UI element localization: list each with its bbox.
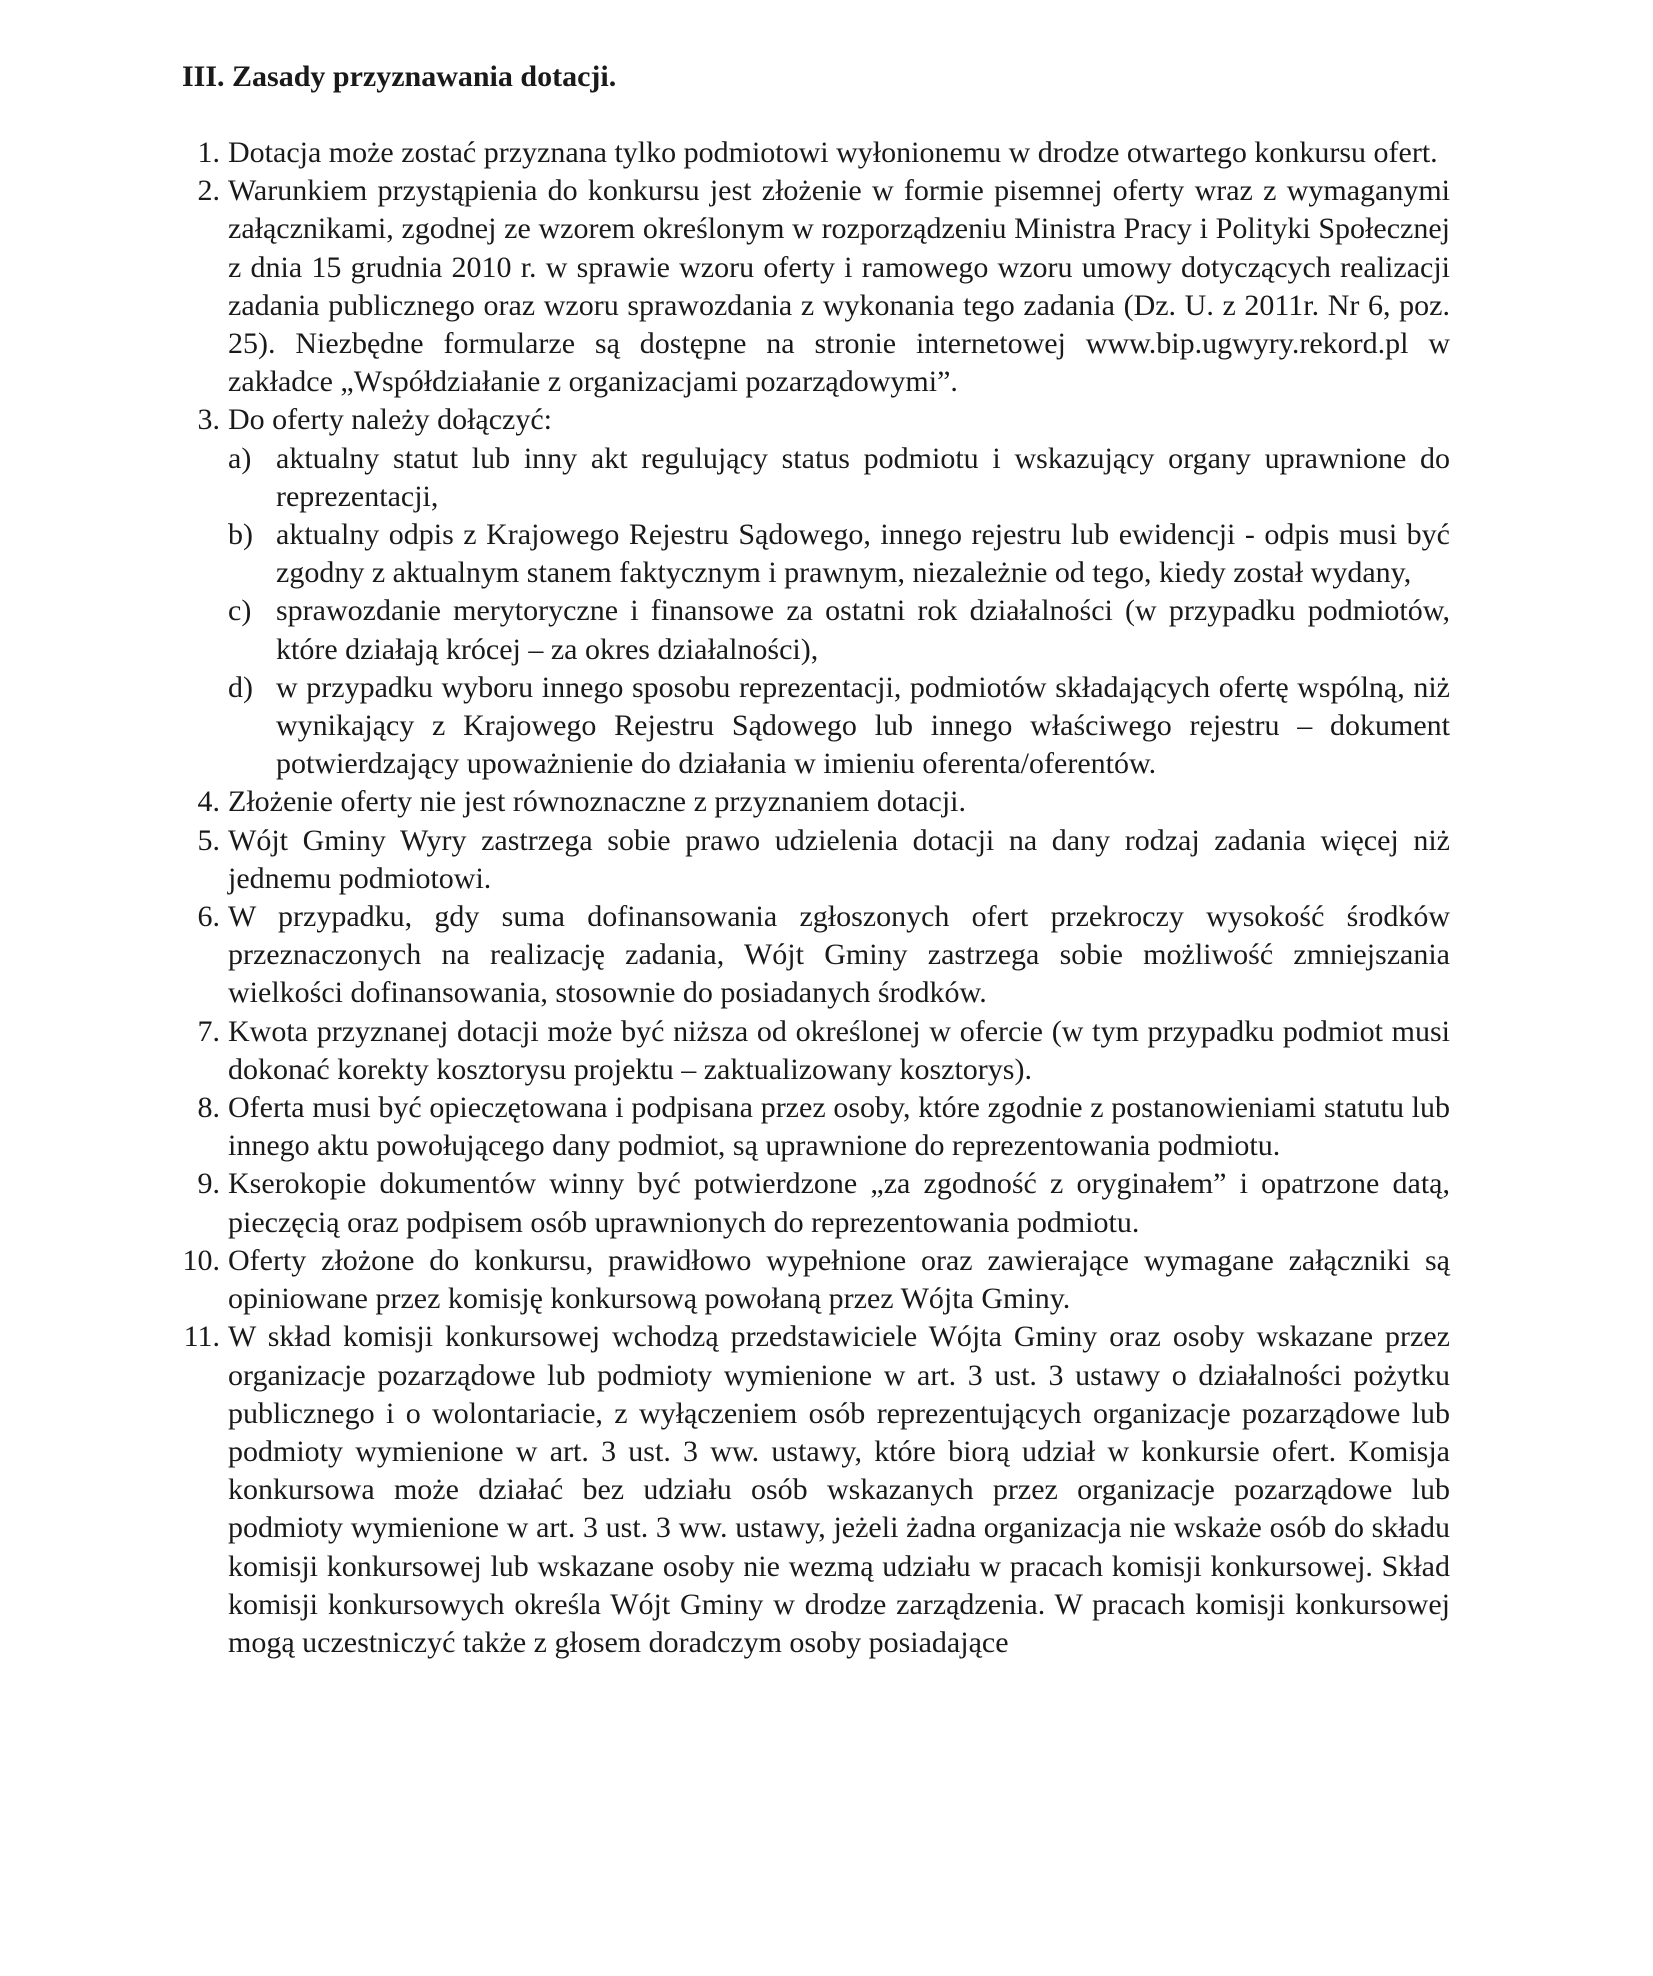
rule-item-7 <box>182 1013 1450 1089</box>
rule-text: Kwota przyznanej dotacji może być niższa od określonej w ofercie (w tym przypadku podmiot musi dokonać korekty kosztorysu projektu – zaktualizowany kosztorys). <box>228 1014 1450 1086</box>
section-heading: III. Zasady przyznawania dotacji. <box>182 60 617 93</box>
rules-content <box>182 134 1450 1662</box>
rule-text: Wójt Gminy Wyry zastrzega sobie prawo udzielenia dotacji na dany rodzaj zadania więcej niż jednemu podmiotowi. <box>228 823 1450 895</box>
rule-number: 10. <box>182 1243 220 1277</box>
rule-item-8 <box>182 1089 1450 1165</box>
attachment-letter: c) <box>228 594 252 628</box>
attachment-letter: d) <box>228 670 253 704</box>
rule-number: 4. <box>197 785 220 819</box>
rule-text: Oferta musi być opieczętowana i podpisana przez osoby, które zgodnie z postanowieniami statutu lub innego aktu powołującego dany podmiot, są uprawnione do reprezentowania podmiotu. <box>228 1091 1450 1163</box>
attachment-text: aktualny odpis z Krajowego Rejestru Sądowego, innego rejestru lub ewidencji - odpis musi być zgodny z aktualnym stanem faktycznym i prawnym, niezależnie od tego, kiedy został wydany, <box>276 518 1450 590</box>
rule-text: Warunkiem przystąpienia do konkursu jest złożenie w formie pisemnej oferty wraz z wymaganymi załącznikami, zgodnej ze wzorem określonym w rozporządzeniu Ministra Pracy i Polityki Społecznej z dnia 15 grudnia 2010 r. w sprawie wzoru oferty i ramowego wzoru umowy dotyczących realizacji zadania publicznego oraz wzoru sprawozdania z wykonania tego zadania (Dz. U. z 2011r. Nr 6, poz. 25). Niezbędne formularze są dostępne na stronie internetowej www.bip.ugwyry.rekord.pl w zakładce „Współdziałanie z organizacjami pozarządowymi”. <box>228 174 1450 399</box>
rules-list <box>182 134 1450 1662</box>
attachments-list <box>228 440 1450 784</box>
rule-text: Oferty złożone do konkursu, prawidłowo wypełnione oraz zawierające wymagane załączniki są opiniowane przez komisję konkursową powołaną przez Wójta Gminy. <box>228 1243 1450 1316</box>
rule-number: 6. <box>197 900 220 934</box>
attachment-text: aktualny statut lub inny akt regulujący status podmiotu i wskazujący organy uprawnione do reprezentacji, <box>276 441 1450 513</box>
rule-item-6 <box>182 898 1450 1013</box>
rule-number: 11. <box>183 1320 220 1354</box>
rule-item-9 <box>182 1165 1450 1241</box>
attachment-letter: a) <box>228 441 252 475</box>
attachment-text: w przypadku wyboru innego sposobu reprezentacji, podmiotów składających ofertę wspólną, niż wynikający z Krajowego Rejestru Sądowego lub innego właściwego rejestru – dokument potwierdzający upoważnienie do działania w imieniu oferenta/oferentów. <box>276 670 1450 781</box>
rule-item-4 <box>182 783 1450 821</box>
rule-number: 9. <box>197 1167 220 1201</box>
rule-item-1 <box>182 134 1450 172</box>
rule-text: Złożenie oferty nie jest równoznaczne z przyznaniem dotacji. <box>228 785 966 819</box>
rule-number: 3. <box>197 403 220 437</box>
rule-item-10 <box>182 1242 1450 1318</box>
rule-item-5 <box>182 822 1450 898</box>
rule-number: 2. <box>197 174 220 208</box>
rule-number: 5. <box>197 823 220 857</box>
rule-text: Kserokopie dokumentów winny być potwierdzone „za zgodność z oryginałem” i opatrzone datą, pieczęcią oraz podpisem osób uprawnionych do reprezentowania podmiotu. <box>228 1167 1450 1239</box>
rule-number: 8. <box>197 1091 220 1125</box>
rule-text: W przypadku, gdy suma dofinansowania zgłoszonych ofert przekroczy wysokość środków przeznaczonych na realizację zadania, Wójt Gminy zastrzega sobie możliwość zmniejszania wielkości dofinansowania, stosownie do posiadanych środków. <box>228 900 1450 1010</box>
rule-number: 1. <box>197 136 220 169</box>
rule-item-11 <box>182 1318 1450 1662</box>
rule-item-2 <box>182 172 1450 401</box>
attachment-item-b <box>228 516 1450 592</box>
rule-text: Do oferty należy dołączyć: <box>228 403 553 437</box>
rule-item-3 <box>182 401 1450 783</box>
attachment-item-a <box>228 440 1450 516</box>
attachment-letter: b) <box>228 518 253 552</box>
attachment-item-d <box>228 669 1450 784</box>
rule-text: W skład komisji konkursowej wchodzą przedstawiciele Wójta Gminy oraz osoby wskazane przez organizacje pozarządowe lub podmioty wymienione w art. 3 ust. 3 ustawy o działalności pożytku publicznego i o wolontariacie, z wyłączeniem osób reprezentujących organizacje pozarządowe lub podmioty wymienione w art. 3 ust. 3 ww. ustawy, które biorą udział w konkursie ofert. Komisja konkursowa może działać bez udziału osób wskazanych przez organizacje pozarządowe lub podmioty wymienione w art. 3 ust. 3 ww. ustawy, jeżeli żadna organizacja nie wskaże osób do składu komisji konkursowej lub wskazane osoby nie wezmą udziału w pracach komisji konkursowej. Skład komisji konkursowych określa Wójt Gminy w drodze zarządzenia. W pracach komisji konkursowej mogą uczestniczyć także z głosem doradczym osoby posiadające <box>228 1320 1450 1659</box>
rule-text: Dotacja może zostać przyznana tylko podmiotowi wyłonionemu w drodze otwartego konkursu ofert. <box>228 136 1438 169</box>
attachment-text: sprawozdanie merytoryczne i finansowe za ostatni rok działalności (w przypadku podmiotów, które działają krócej – za okres działalności), <box>276 594 1450 666</box>
attachment-item-c <box>228 592 1450 668</box>
rule-number: 7. <box>197 1014 220 1048</box>
